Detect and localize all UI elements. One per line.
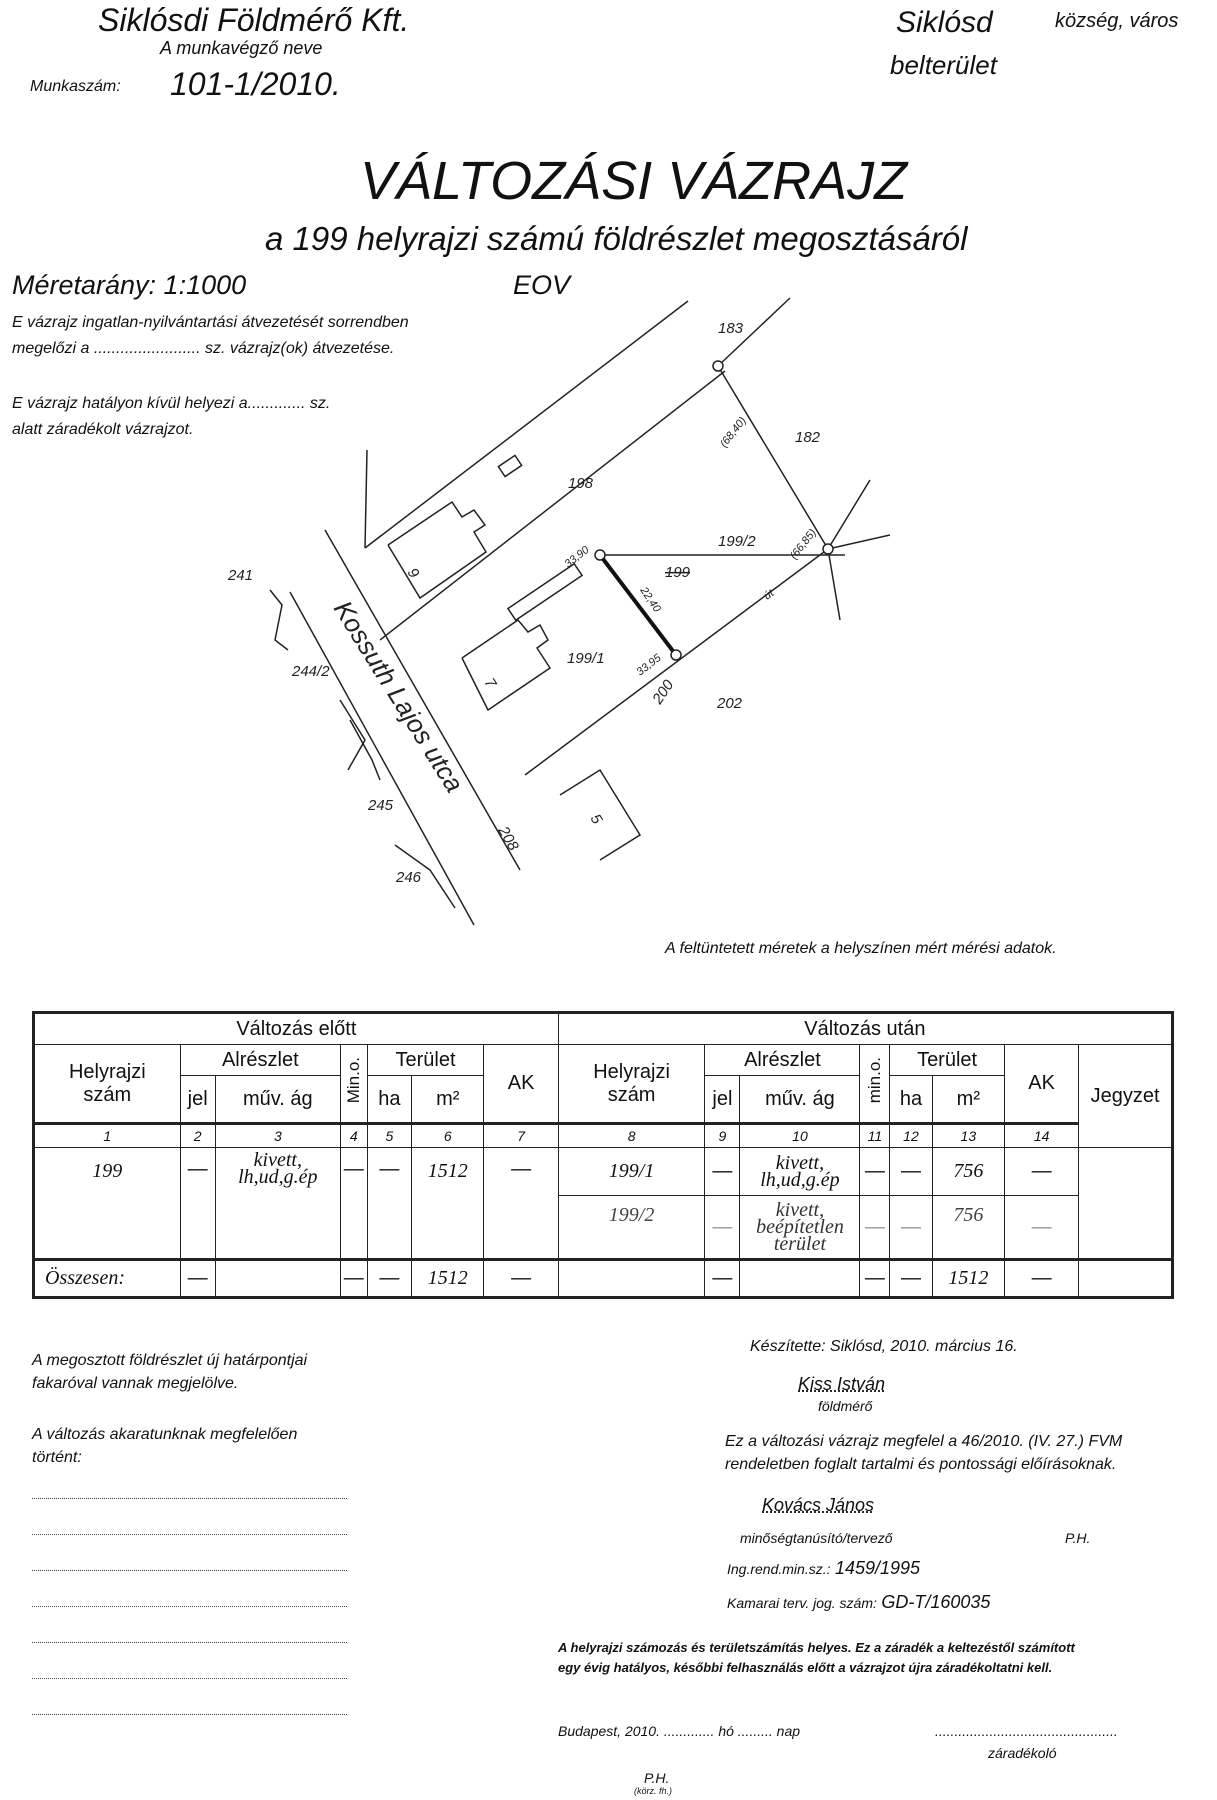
hrsz-header-before: Helyrajzi szám: [34, 1045, 181, 1124]
consent-line1: A változás akaratunknak megfelelően: [32, 1426, 298, 1443]
new-point-north: [595, 550, 605, 560]
note2-line2: alatt záradékolt vázrajzot.: [12, 421, 194, 438]
note2-line1: E vázrajz hatályon kívül helyezi a............. sz.: [12, 395, 331, 412]
clause-line2: egy évig hatályos, későbbi felhasználás előtt a vázrajzot újra záradékoltatni kell.: [558, 1660, 1053, 1675]
signature-line: [32, 1570, 347, 1571]
label-199-2: 199/2: [718, 533, 756, 550]
total-before: 1512: [412, 1260, 484, 1298]
jegyzet-header: Jegyzet: [1079, 1045, 1173, 1148]
clause-line1: A helyrajzi számozás és területszámítás helyes. Ez a záradék a keltezéstől számított: [558, 1640, 1075, 1655]
note1-line2: megelőzi a ........................ sz. vázrajz(ok) átvezetése.: [12, 340, 395, 357]
table-row: 199 — kivett, lh,ud,g.ép — — 1512 — 199/1 — kivett, lh,ud,g.ép — — 756 —: [34, 1148, 1173, 1196]
registration: Ing.rend.min.sz.: 1459/1995: [727, 1558, 921, 1578]
ha-header-after: ha: [890, 1076, 932, 1124]
signature-line: [32, 1498, 347, 1499]
before-hrsz: 199: [34, 1148, 181, 1260]
doc-title: VÁLTOZÁSI VÁZRAJZ: [360, 151, 908, 211]
muv-header-after: műv. ág: [740, 1076, 860, 1124]
label-246: 246: [396, 869, 422, 886]
job-number: 101-1/2010.: [170, 66, 341, 102]
change-table: [32, 1011, 1174, 1299]
total-row: Összesen: — — — 1512 — — — — 1512 —: [34, 1260, 1173, 1298]
before-muv: kivett, lh,ud,g.ép: [215, 1148, 340, 1260]
signature-line: [32, 1714, 347, 1715]
place-type: község, város: [1055, 10, 1179, 32]
label-199-1: 199/1: [567, 650, 605, 667]
consent-line2: történt:: [32, 1449, 82, 1466]
qa-name: Kovács János: [762, 1495, 875, 1515]
label-200: 200: [649, 676, 678, 708]
label-199: 199: [665, 564, 691, 581]
alreszlet-header-after: Alrészlet: [705, 1045, 860, 1076]
ak-header-before: AK: [484, 1045, 558, 1124]
muv-header-before: műv. ág: [215, 1076, 340, 1124]
after-hrsz-2: 199/2: [558, 1196, 705, 1260]
label-house-9: 9: [403, 565, 423, 582]
column-index-row: 1 2 3 4 5 6 7 8 9 10 11 12 13 14: [34, 1124, 1173, 1148]
point-183: [713, 361, 723, 371]
job-label: Munkaszám:: [30, 78, 121, 95]
m2-header-after: m²: [932, 1076, 1004, 1124]
scale: Méretarány: 1:1000: [12, 270, 247, 300]
label-house-7: 7: [480, 675, 500, 692]
conformity-line1: Ez a változási vázrajz megfelel a 46/2010. (IV. 27.) FVM: [725, 1433, 1123, 1450]
clause-city-date: Budapest, 2010. ............. hó ......... nap: [558, 1723, 801, 1739]
jel-header-after: jel: [705, 1076, 740, 1124]
street-line-east: [325, 530, 520, 870]
street-name: Kossuth Lajos utca: [327, 595, 470, 798]
before-title: Változás előtt: [34, 1013, 559, 1045]
measure-1: (68,40): [717, 414, 749, 450]
label-house-5: 5: [586, 811, 606, 828]
measure-3: 33,90: [562, 543, 592, 571]
stamp-place-2-sub: (körz. fh.): [634, 1786, 673, 1796]
signature-line: [32, 1678, 347, 1679]
chamber-number: Kamarai terv. jog. szám: GD-T/160035: [727, 1592, 991, 1612]
mino-header-after: min.o.: [864, 1057, 884, 1104]
area-type: belterület: [890, 50, 997, 80]
after-m2-1: 756: [932, 1148, 1004, 1196]
projection: EOV: [513, 270, 571, 300]
signature-line: [32, 1534, 347, 1535]
after-m2-2: 756: [932, 1196, 1004, 1260]
label-245: 245: [368, 797, 394, 814]
new-point-south: [671, 650, 681, 660]
terulet-header-before: Terület: [367, 1045, 484, 1076]
surveyor-title: földmérő: [818, 1398, 873, 1414]
total-after: 1512: [932, 1260, 1004, 1298]
after-title: Változás után: [558, 1013, 1172, 1045]
after-muv-1: kivett, lh,ud,g.ép: [740, 1148, 860, 1196]
conformity-line2: rendeletben foglalt tartalmi és pontossági előírásoknak.: [725, 1456, 1117, 1473]
signature-line: [32, 1606, 347, 1607]
note1-line1: E vázrajz ingatlan-nyilvántartási átvezetését sorrendben: [12, 314, 409, 331]
ak-header-after: AK: [1004, 1045, 1078, 1124]
m2-header-before: m²: [412, 1076, 484, 1124]
label-road: út: [761, 587, 777, 603]
after-hrsz-1: 199/1: [558, 1148, 705, 1196]
measure-2: (66,85): [787, 526, 819, 562]
measure-4: 22,40: [637, 584, 663, 615]
stamp-place: P.H.: [1065, 1530, 1091, 1546]
surveyor-name: Kiss István: [798, 1374, 886, 1394]
hrsz-header-after: Helyrajzi szám: [558, 1045, 705, 1124]
map-footnote: A feltüntetett méretek a helyszínen mért mérési adatok.: [665, 940, 1057, 957]
signature-line: [32, 1642, 347, 1643]
mino-header-before: Min.o.: [343, 1057, 363, 1104]
point-182: [823, 544, 833, 554]
label-202: 202: [717, 695, 743, 712]
total-label: Összesen:: [34, 1260, 181, 1298]
label-241: 241: [228, 567, 254, 584]
label-208: 208: [494, 823, 522, 854]
label-182: 182: [795, 429, 821, 446]
before-m2: 1512: [412, 1148, 484, 1260]
stamp-place-2: P.H.: [644, 1770, 670, 1786]
made-by: Készítette: Siklósd, 2010. március 16.: [750, 1338, 1018, 1355]
company-caption: A munkavégző neve: [160, 38, 323, 58]
label-183: 183: [718, 320, 744, 337]
place-name: Siklósd: [896, 6, 993, 39]
doc-subtitle: a 199 helyrajzi számú földrészlet megosztásáról: [265, 220, 968, 257]
markers-line2: fakaróval vannak megjelölve.: [32, 1375, 239, 1392]
boundary-198-199: [365, 301, 688, 548]
table-row: 199/2 — kivett, beépítetlen terület — — 756 —: [34, 1196, 1173, 1260]
company-name: Siklósdi Földmérő Kft.: [98, 2, 410, 38]
label-198: 198: [568, 475, 594, 492]
building-9: [388, 502, 486, 598]
qa-title: minőségtanúsító/tervező: [740, 1530, 893, 1546]
clause-signature-dots: ...............................................: [935, 1723, 1118, 1739]
label-244-2: 244/2: [292, 663, 330, 680]
after-muv-2: kivett, beépítetlen terület: [740, 1196, 860, 1260]
measure-5: 33,95: [634, 651, 664, 679]
building-7: [462, 620, 550, 710]
alreszlet-header-before: Alrészlet: [180, 1045, 340, 1076]
closer-title: záradékoló: [988, 1745, 1057, 1761]
ha-header-before: ha: [367, 1076, 412, 1124]
terulet-header-after: Terület: [890, 1045, 1005, 1076]
markers-line1: A megosztott földrészlet új határpontjai: [32, 1352, 308, 1369]
jel-header-before: jel: [180, 1076, 215, 1124]
